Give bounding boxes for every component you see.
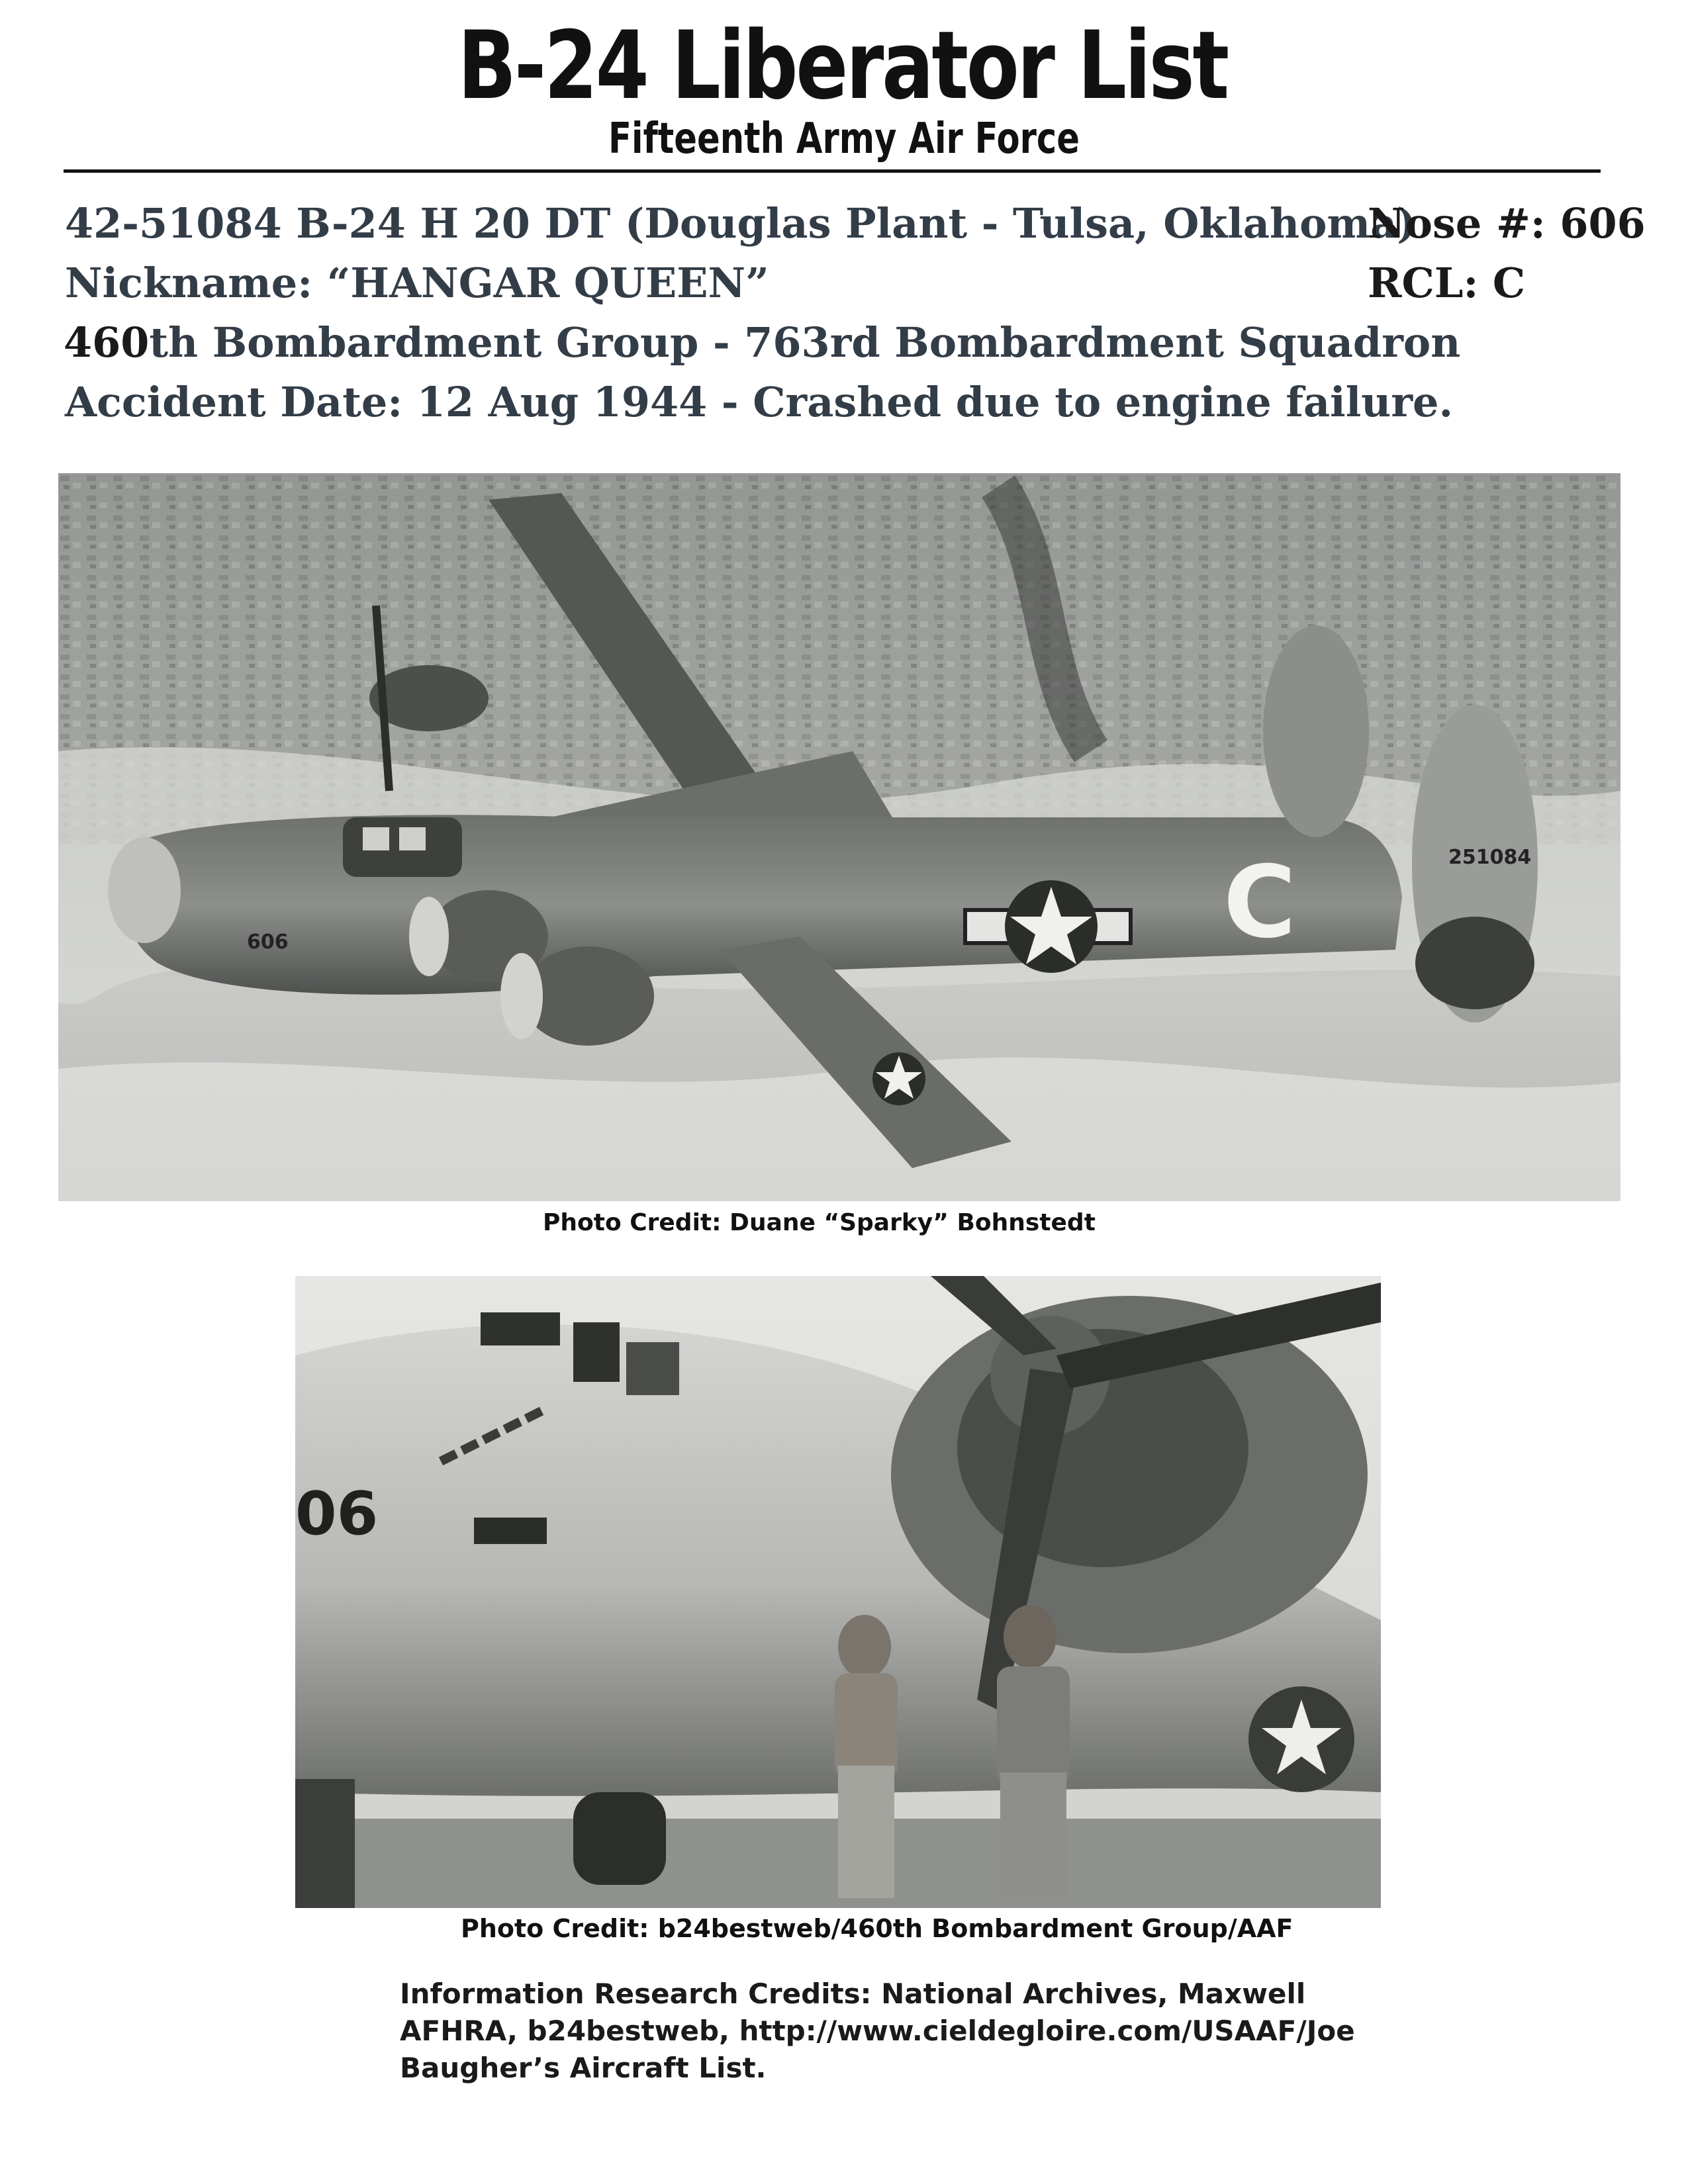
group-rest: th Bombardment Group - 763rd Bombardment Squadron	[149, 318, 1461, 367]
photo-ground-crew	[295, 1276, 1381, 1908]
page-subtitle: Fifteenth Army Air Force	[608, 114, 1080, 163]
nose-number: Nose #: 606	[1368, 199, 1646, 248]
accident-line: Accident Date: 12 Aug 1944 - Crashed due to engine failure.	[65, 378, 1454, 426]
ground-crew-image	[295, 1276, 1381, 1908]
tail-letter: C	[1223, 845, 1297, 960]
rcl: RCL: C	[1368, 259, 1526, 307]
photo1-credit: Photo Credit: Duane “Sparky” Bohnstedt	[543, 1209, 1096, 1236]
nose-marking-photo2: 06	[295, 1479, 379, 1549]
group-line	[64, 316, 1460, 369]
nickname: Nickname: “HANGAR QUEEN”	[65, 259, 769, 307]
nose-marking-photo1: 606	[247, 931, 289, 954]
photo2-credit: Photo Credit: b24bestweb/460th Bombardment Group/AAF	[461, 1914, 1293, 1943]
tail-number: 251084	[1448, 846, 1532, 869]
research-credits: Information Research Credits: National Archives, Maxwell AFHRA, b24bestweb, http://www.cieldegloire.com/USAAF/Joe Baugher’s Aircraft List.	[400, 1978, 1355, 2084]
header-divider	[64, 169, 1601, 173]
serial-line: 42-51084 B-24 H 20 DT (Douglas Plant - Tulsa, Oklahoma)	[65, 199, 1417, 248]
bomber-in-flight-image	[58, 473, 1620, 1201]
page-title: B-24 Liberator List	[457, 11, 1227, 120]
photo-bomber-in-flight	[58, 473, 1620, 1201]
group-number: 460	[64, 318, 150, 367]
